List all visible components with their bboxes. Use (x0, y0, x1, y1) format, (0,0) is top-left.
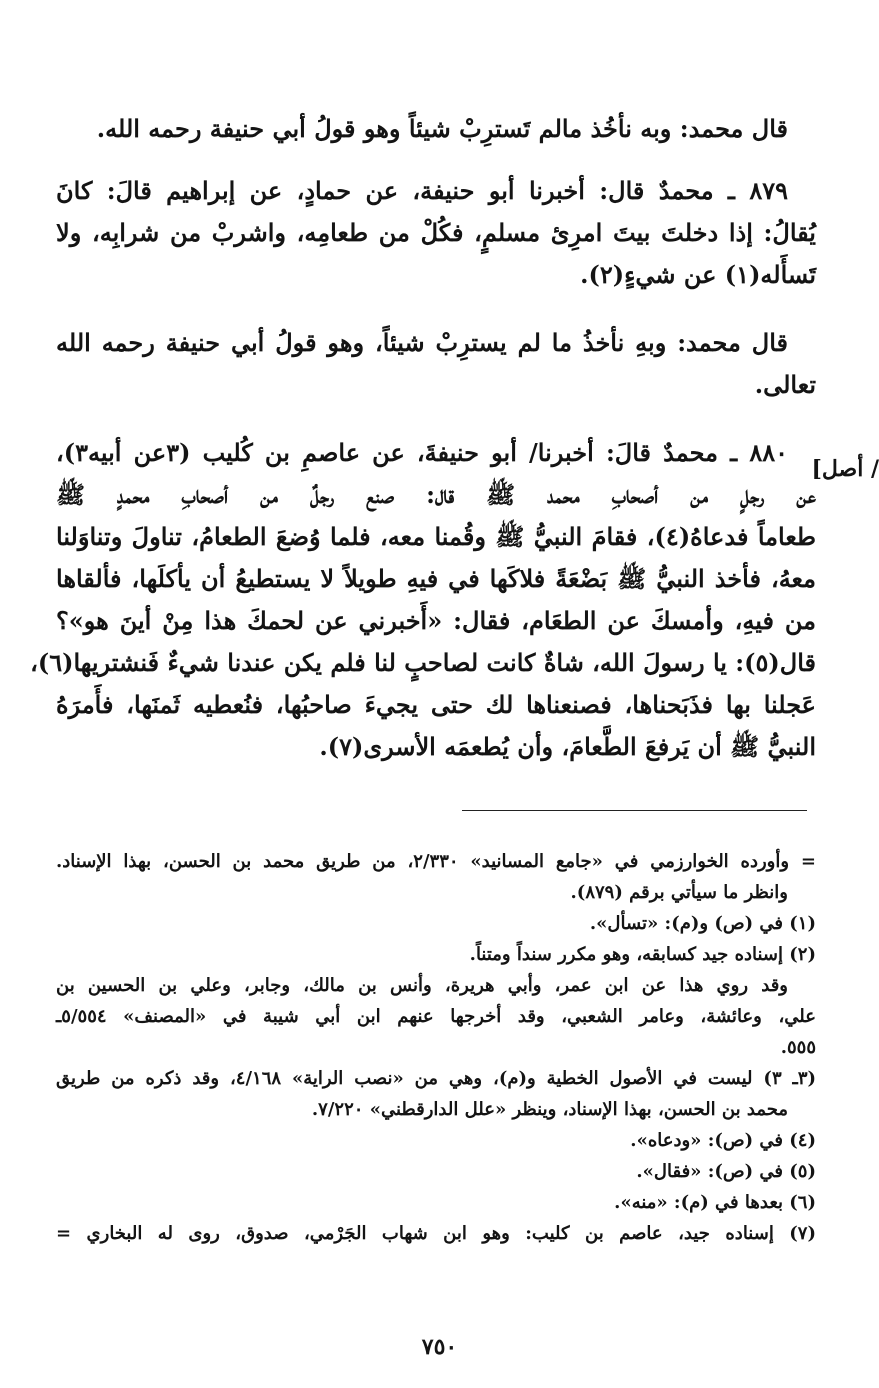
footnote-line: ٥٥٥. (780, 1037, 816, 1058)
footnotes (56, 846, 816, 1249)
hadith-880-line: ٨٨٠ ـ محمدٌ قالَ: أخبرنا/ أبو حنيفةَ، عن عاصمِ بن كُليب (٣عن أبيه٣)، (56, 438, 788, 467)
page-number: ٧٥٠ (421, 1334, 458, 1360)
footnote-divider (462, 810, 807, 811)
paragraph-1-line: قال محمد: وبه نأخُذ مالم تَسترِبْ شيئاً وهو قولُ أبي حنيفة رحمه الله. (96, 114, 788, 143)
footnote-line: (٦) بعدها في (م): «منه». (614, 1192, 816, 1213)
hadith-880-line: من فيهِ، وأمسكَ عن الطعَام، فقال: «أَخبرني عن لحمكَ هذا مِنْ أينَ هو»؟ (56, 606, 816, 635)
hadith-880-line: معهُ، فأخذ النبيُّ ﷺ بَضْعَةً فلاكَها في فيهِ طويلاً لا يستطيعُ أن يأكلَها، فألقاها (56, 564, 816, 593)
hadith-880 (30, 432, 817, 768)
footnote-line: وانظر ما سيأتي برقم (٨٧٩). (570, 882, 788, 903)
paragraph-3 (56, 322, 816, 406)
hadith-880-line: قال(٥): يا رسولَ الله، شاةٌ كانت لصاحبٍ لنا فلم يكن عندنا شيءٌ فَنشتريها(٦)، (30, 648, 816, 677)
footnote-line: وقد روي هذا عن ابن عمر، وأبي هريرة، وأنس بن مالك، وجابر، وعلي بن الحسين بن (56, 975, 788, 996)
hadith-880-line: النبيُّ ﷺ أن يَرفعَ الطَّعامَ، وأن يُطعمَه الأسرى(٧). (319, 732, 816, 761)
hadith-879-line: تَسأَله(١) عن شيءٍ(٢). (580, 260, 816, 289)
hadith-879-line: يُقالُ: إذا دخلتَ بيتَ امرِئ مسلمٍ، فكُلْ من طعامِه، واشربْ من شرابِه، ولا (56, 218, 816, 247)
margin-note: / أصل] (811, 456, 879, 482)
footnote-line: (٥) في (ص): «فقال». (636, 1161, 816, 1182)
hadith-879-line: ٨٧٩ ـ محمدٌ قال: أخبرنا أبو حنيفة، عن حمادٍ، عن إبراهيم قالَ: كانَ (56, 176, 788, 205)
footnote-line: علي، وعائشة، وعامر الشعبي، وقد أخرجها عنهم ابن أبي شيبة في «المصنف» ٥/٥٥٤ـ (56, 1006, 816, 1027)
footnote-line: (٢) إسناده جيد كسابقه، وهو مكرر سنداً ومتناً. (469, 944, 816, 965)
paragraph-1 (56, 108, 816, 150)
footnote-line: = وأورده الخوارزمي في «جامع المسانيد» ٢/٣٣٠، من طريق محمد بن الحسن، بهذا الإسناد. (56, 851, 817, 872)
footnote-line: (٣ـ ٣) ليست في الأصول الخطية و(م)، وهي من «نصب الراية» ٤/١٦٨، وقد ذكره من طريق (56, 1068, 817, 1089)
hadith-879 (56, 170, 816, 296)
footnote-line: محمد بن الحسن، بهذا الإسناد، وينظر «علل الدارقطني» ٧/٢٢٠. (311, 1099, 788, 1120)
footnote-line: (٧) إسناده جيد، عاصم بن كليب: وهو ابن شهاب الجَرْمي، صدوق، روى له البخاري = (56, 1223, 816, 1244)
hadith-880-line: عَجلنا بها فذَبَحناها، فصنعناها لك حتى يجيءَ صاحبُها، فنُعطيه ثَمنَها، فأَمرَهُ (56, 690, 817, 719)
paragraph-3-line: قال محمد: وبهِ نأخذُ ما لم يسترِبْ شيئاً، وهو قولُ أبي حنيفة رحمه الله (56, 328, 788, 357)
footnote-line: (١) في (ص) و(م): «تسأل». (589, 913, 816, 934)
footnote-line: (٤) في (ص): «ودعاه». (630, 1130, 816, 1151)
hadith-880-line: عن رجلٍ من أصحابِ محمد ﷺ قال: صنع رجلٌ من أصحابِ محمدٍ ﷺ (56, 480, 816, 509)
paragraph-3-line: تعالى. (754, 370, 816, 399)
hadith-880-line: طعاماً فدعاهُ(٤)، فقامَ النبيُّ ﷺ وقُمنا معه، فلما وُضعَ الطعامُ، تناولَ وتناوَلنا (56, 522, 817, 551)
